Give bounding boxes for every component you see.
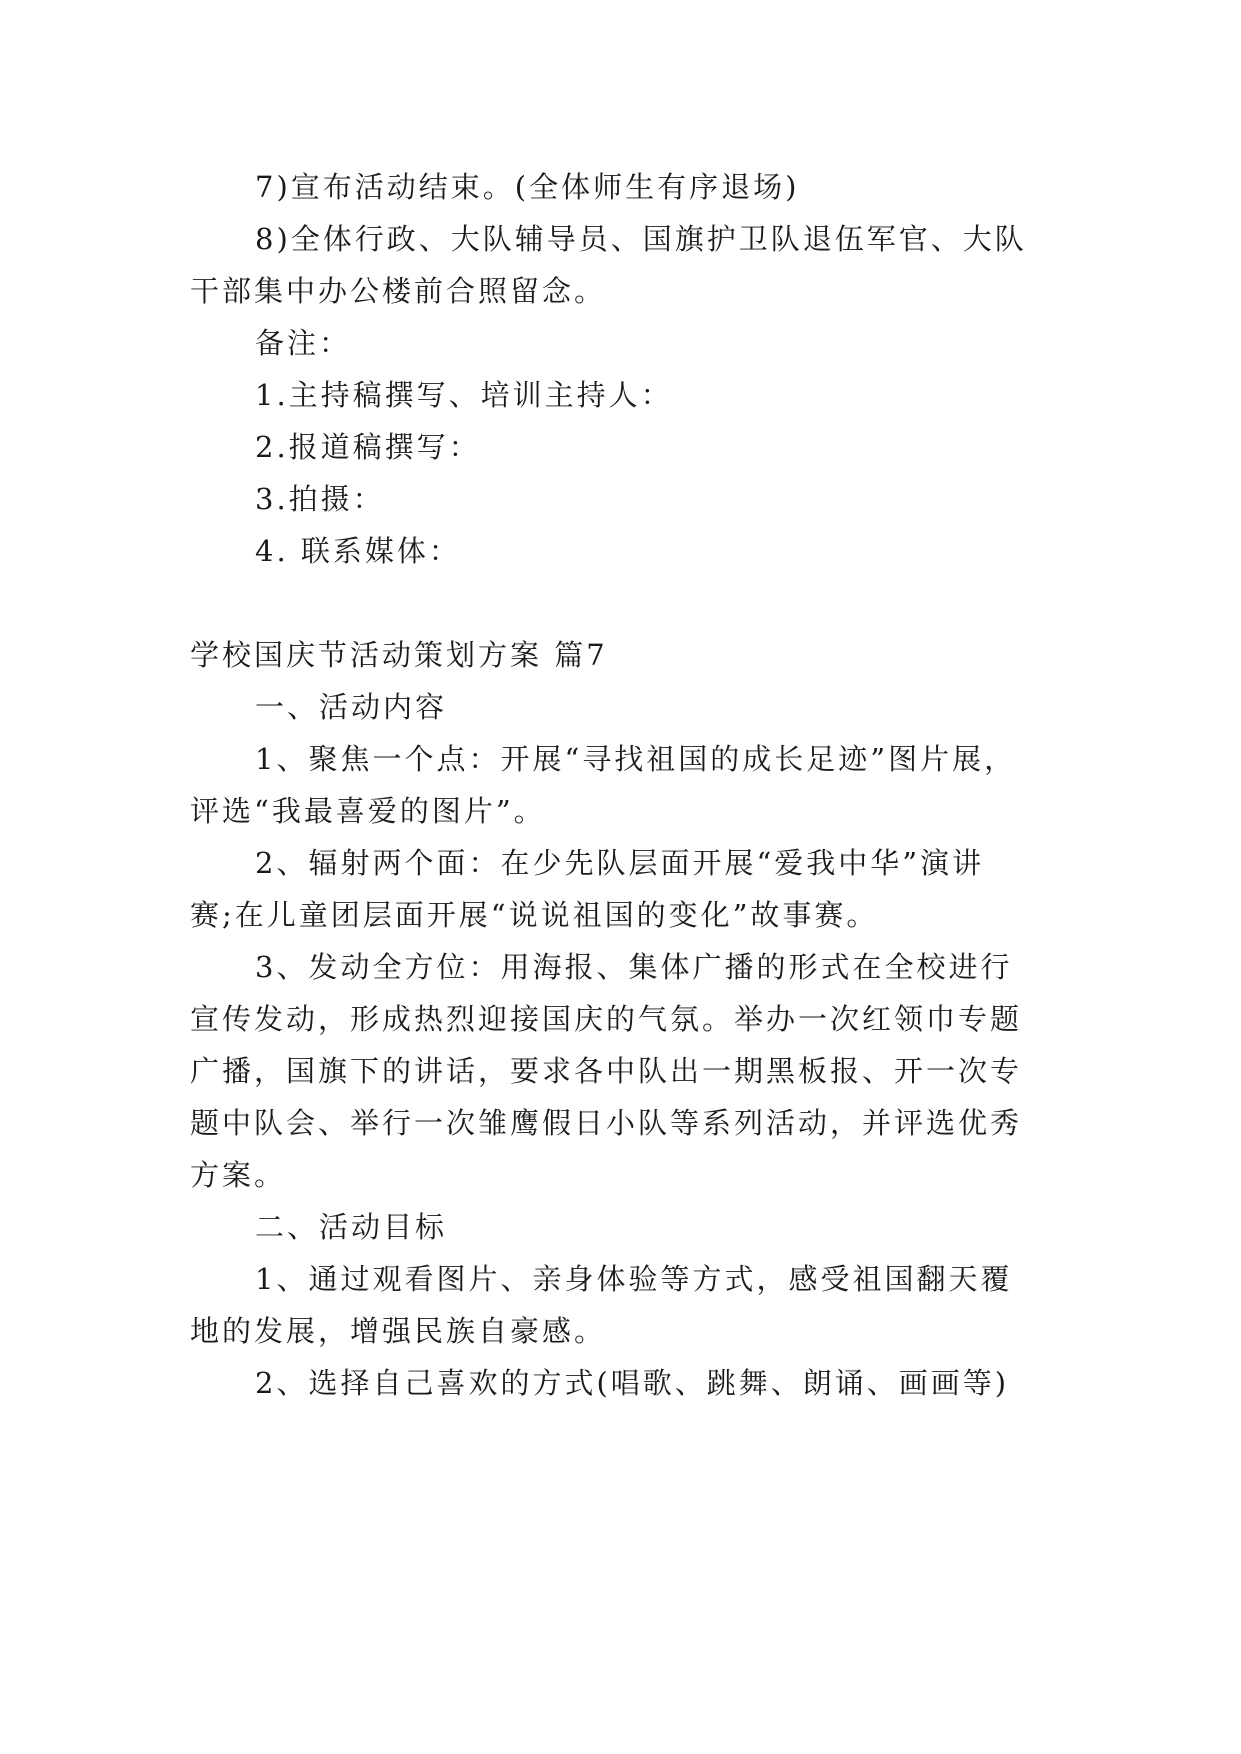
paragraph-line: 2、选择自己喜欢的方式(唱歌、跳舞、朗诵、画画等): [255, 1366, 1010, 1400]
paragraph-line: 广播，国旗下的讲话，要求各中队出一期黑板报、开一次专: [190, 1054, 1023, 1088]
section-title: 学校国庆节活动策划方案 篇7: [190, 638, 608, 672]
section-heading: 一、活动内容: [255, 690, 448, 724]
paragraph-line: 宣传发动，形成热烈迎接国庆的气氛。举办一次红领巾专题: [190, 1002, 1023, 1036]
paragraph-line: 1、通过观看图片、亲身体验等方式，感受祖国翻天覆: [255, 1262, 1013, 1296]
paragraph-line: 2、辐射两个面：在少先队层面开展“爱我中华”演讲: [255, 846, 985, 880]
paragraph-line: 赛;在儿童团层面开展“说说祖国的变化”故事赛。: [190, 898, 879, 932]
section-heading: 二、活动目标: [255, 1210, 448, 1244]
list-item: 3.拍摄：: [255, 482, 385, 516]
paragraph-line: 评选“我最喜爱的图片”。: [190, 794, 546, 828]
list-item: 1.主持稿撰写、培训主持人：: [255, 378, 673, 412]
paragraph-line: 题中队会、举行一次雏鹰假日小队等系列活动，并评选优秀: [190, 1106, 1023, 1140]
paragraph-line: 方案。: [190, 1158, 287, 1192]
paragraph-line: 1、聚焦一个点：开展“寻找祖国的成长足迹”图片展，: [255, 742, 1017, 776]
paragraph-line: 干部集中办公楼前合照留念。: [190, 274, 607, 308]
paragraph-line: 地的发展，增强民族自豪感。: [190, 1314, 607, 1348]
list-item: 4. 联系媒体：: [255, 534, 461, 568]
list-item: 2.报道稿撰写：: [255, 430, 481, 464]
paragraph-line: 7)宣布活动结束。(全体师生有序退场): [255, 170, 800, 204]
paragraph-line: 8)全体行政、大队辅导员、国旗护卫队退伍军官、大队: [255, 222, 1027, 256]
remarks-heading: 备注：: [255, 326, 352, 360]
paragraph-line: 3、发动全方位：用海报、集体广播的形式在全校进行: [255, 950, 1013, 984]
